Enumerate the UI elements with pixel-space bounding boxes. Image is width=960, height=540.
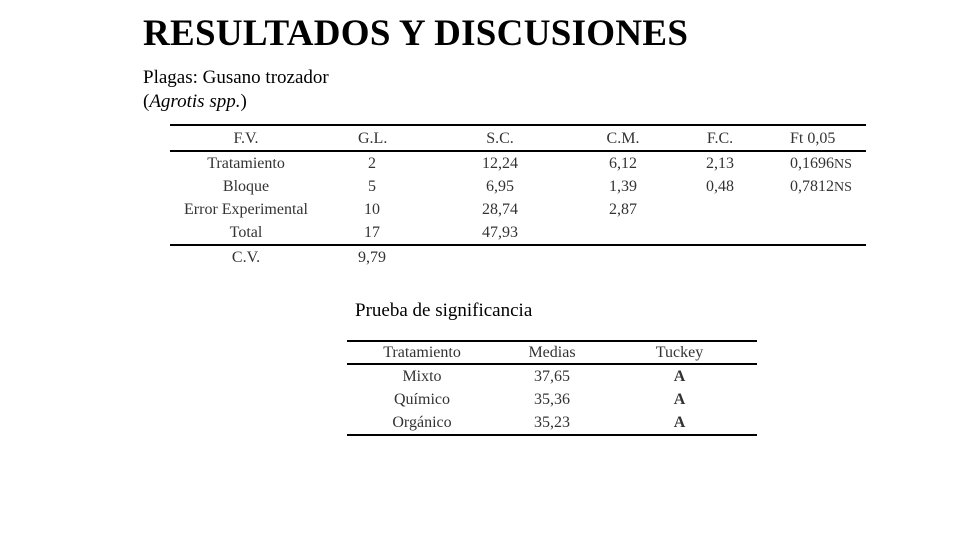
- subtitle-species-line: [143, 90, 329, 114]
- anova-significance-label: NS: [834, 180, 852, 195]
- tukey-cell-media: 35,23: [534, 414, 570, 431]
- anova-cell-cm: 2,87: [609, 201, 637, 218]
- anova-cell-gl: 5: [368, 178, 376, 195]
- tukey-header-row: [347, 340, 757, 365]
- anova-cell-fv: Error Experimental: [184, 201, 308, 218]
- anova-cell-sc: 12,24: [482, 155, 518, 172]
- tukey-cell-tratamiento: Químico: [394, 391, 450, 408]
- tukey-cell-group: A: [673, 414, 686, 431]
- anova-header-row: [170, 124, 866, 152]
- anova-cell-sc: 47,93: [482, 224, 518, 241]
- anova-row-tratamiento: [170, 152, 866, 175]
- anova-cell-gl: 2: [368, 155, 376, 172]
- tukey-table: [347, 340, 757, 436]
- anova-cell-fc: 2,13: [706, 155, 734, 172]
- anova-cell-fv: Tratamiento: [207, 155, 285, 172]
- anova-cell-ft: [790, 175, 870, 199]
- anova-cell-sc: 28,74: [482, 201, 518, 218]
- slide-title: RESULTADOS Y DISCUSIONES: [143, 13, 689, 54]
- anova-row-bloque: [170, 175, 866, 198]
- tukey-row-organico: [347, 411, 757, 436]
- subtitle-species-name: Agrotis spp.: [149, 91, 241, 112]
- tukey-header-tratamiento: Tratamiento: [383, 344, 461, 361]
- slide-subtitle: [143, 66, 329, 114]
- anova-header-ft: Ft 0,05: [790, 130, 836, 147]
- tukey-cell-tratamiento: Orgánico: [392, 414, 452, 431]
- tukey-header-tuckey: Tuckey: [655, 344, 704, 361]
- anova-cell-ft: [790, 152, 870, 176]
- tukey-row-mixto: [347, 365, 757, 388]
- anova-row-total: [170, 221, 866, 246]
- anova-row-error: [170, 198, 866, 221]
- tukey-header-medias: Medias: [528, 344, 576, 361]
- tukey-cell-group: A: [673, 391, 686, 408]
- anova-cell-sc: 6,95: [486, 178, 514, 195]
- anova-table: [170, 124, 866, 269]
- subtitle-paren-close: ): [240, 91, 247, 112]
- tukey-cell-media: 37,65: [534, 368, 570, 385]
- anova-cell-fv: Total: [229, 224, 263, 241]
- anova-header-gl: G.L.: [358, 130, 388, 147]
- anova-cell-cm: 6,12: [609, 155, 637, 172]
- anova-row-cv: [170, 246, 866, 269]
- tukey-cell-tratamiento: Mixto: [402, 368, 442, 385]
- anova-ft-value: 0,1696: [790, 155, 834, 172]
- anova-cell-fc: 0,48: [706, 178, 734, 195]
- subtitle-pest-line: Plagas: Gusano trozador: [143, 67, 329, 88]
- anova-cell-fv: Bloque: [222, 178, 270, 195]
- anova-cell-cm: 1,39: [609, 178, 637, 195]
- tukey-cell-media: 35,36: [534, 391, 570, 408]
- anova-header-cm: C.M.: [606, 130, 640, 147]
- anova-cv-value: 9,79: [358, 249, 386, 266]
- anova-ft-value: 0,7812: [790, 178, 834, 195]
- anova-cell-gl: 10: [364, 201, 380, 218]
- tukey-row-quimico: [347, 388, 757, 411]
- anova-significance-label: NS: [834, 157, 852, 172]
- anova-cell-gl: 17: [364, 224, 380, 241]
- subtitle-paren-open: (: [143, 91, 150, 112]
- significance-test-title: Prueba de significancia: [355, 300, 533, 321]
- anova-header-fc: F.C.: [706, 130, 734, 147]
- anova-header-fv: F.V.: [233, 130, 259, 147]
- anova-header-sc: S.C.: [486, 130, 514, 147]
- tukey-cell-group: A: [673, 368, 686, 385]
- anova-cv-label: C.V.: [231, 249, 261, 266]
